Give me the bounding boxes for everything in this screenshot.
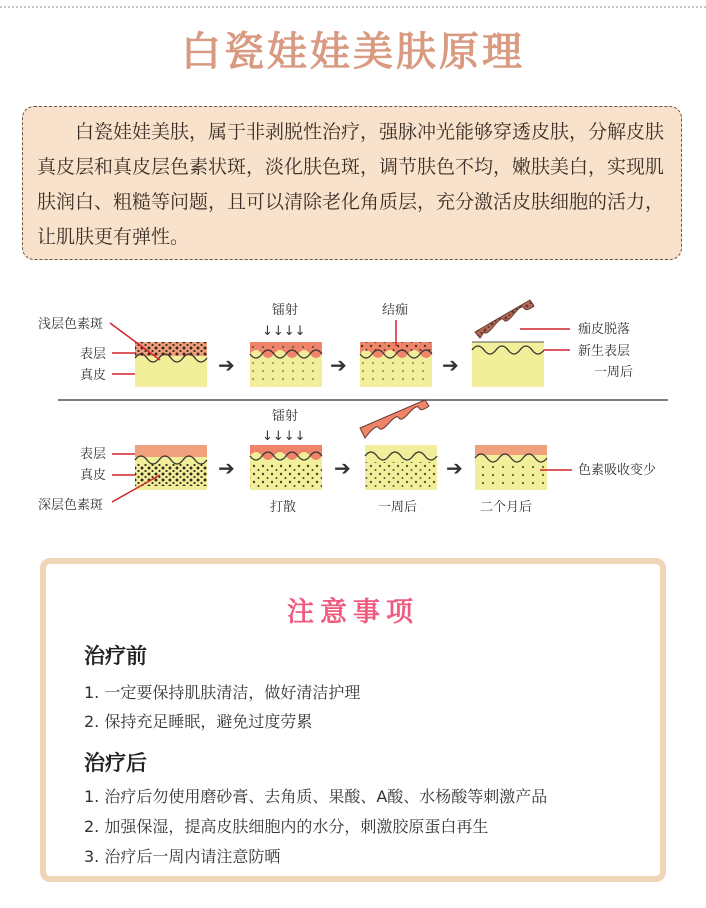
label-scab: 结痂 [382,303,409,318]
label-disperse: 打散 [270,500,297,515]
intro-box [22,106,682,260]
intro-text: 白瓷娃娃美肤，属于非剥脱性治疗，强脉冲光能够穿透皮肤，分解皮肤真皮层和真皮层色素状斑，淡化肤色斑，调节肤色不均，嫩肤美白，实现肌肤润白、粗糙等问题，且可以清除老化角质层，充分激活皮肤细胞的活力，让肌肤更有弹性。 [37,121,665,248]
top-dotted-border [0,6,706,8]
label-deep-pigment: 深层色素斑 [38,498,104,513]
laser-arrows-1: ↓↓↓↓ [262,324,306,339]
arrow-icon: ➔ [442,353,459,377]
label-shallow-pigment: 浅层色素斑 [38,317,104,332]
label-less-pigment: 色素吸收变少 [578,463,657,478]
label-one-week: 一周后 [378,500,418,515]
notice-box [40,558,666,882]
arrow-icon: ➔ [330,353,347,377]
notice-title: 注意事项 [287,597,419,628]
skin-diagram [0,280,706,530]
laser-arrows-2: ↓↓↓↓ [262,429,306,444]
label-epidermis: 表层 [80,347,107,362]
label-epidermis-2: 表层 [80,447,107,462]
row2-block-week [360,400,437,490]
arrow-icon: ➔ [334,456,351,480]
label-laser-1: 镭射 [272,303,299,318]
label-one-week-later: 一周后 [594,365,634,380]
label-dermis-2: 真皮 [80,468,107,483]
after-heading: 治疗后 [84,751,147,775]
arrow-icon: ➔ [218,456,235,480]
label-two-months: 二个月后 [480,500,533,515]
row1-block-new-layer [472,300,544,387]
row1-block-laser [250,342,322,387]
row2-block-two-months [475,445,547,490]
after-item: 1. 治疗后勿使用磨砂膏、去角质、果酸、A酸、水杨酸等刺激产品 [84,787,548,806]
before-item: 1. 一定要保持肌肤清洁，做好清洁护理 [84,683,361,702]
label-new-epidermis: 新生表层 [578,344,631,359]
arrow-icon: ➔ [218,353,235,377]
after-item: 3. 治疗后一周内请注意防晒 [84,847,281,866]
label-laser-2: 镭射 [272,409,299,424]
label-dermis: 真皮 [80,368,107,383]
row2-block-laser [250,445,322,490]
arrow-icon: ➔ [446,456,463,480]
after-item: 2. 加强保湿，提高皮肤细胞内的水分，刺激胶原蛋白再生 [84,817,489,836]
before-heading: 治疗前 [84,644,147,668]
page-title: 白瓷娃娃美肤原理 [181,29,525,75]
before-item: 2. 保持充足睡眠，避免过度劳累 [84,712,313,731]
row1-block-scab [360,342,432,387]
label-scab-off: 痂皮脱落 [578,322,631,337]
